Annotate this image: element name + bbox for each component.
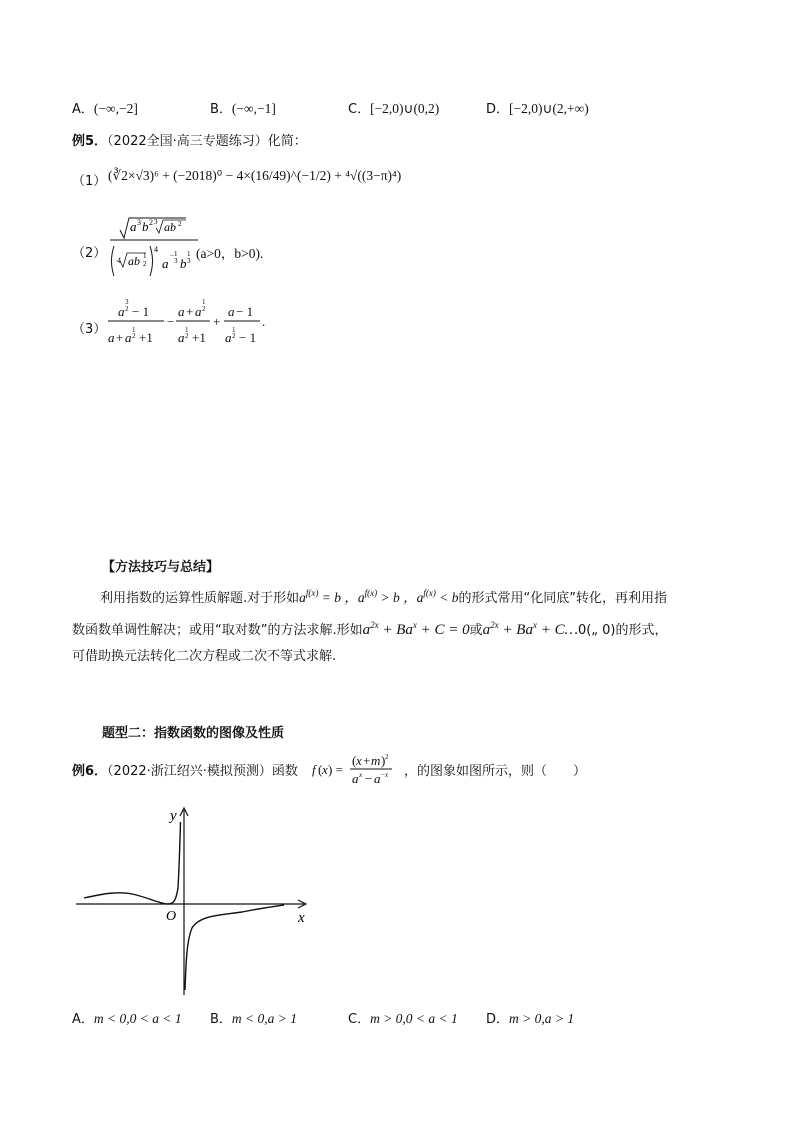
svg-text:f: f [312, 762, 316, 777]
method-expr2: $a^{2x} + Ba^x + C = 0$ [362, 620, 470, 638]
q4-option-a-label: A． [72, 102, 94, 117]
svg-text:b: b [142, 219, 149, 234]
svg-text:(: ( [318, 762, 323, 777]
svg-text:4: 4 [154, 245, 158, 254]
svg-text:x: x [359, 771, 363, 779]
ex5-item2-condition: (a>0，b>0). [196, 246, 264, 261]
origin-label: O [166, 909, 177, 924]
graph-left-branch [84, 822, 181, 904]
q6-option-c-value: m > 0,0 < a < 1 [370, 1011, 458, 1026]
svg-text:−: − [365, 771, 373, 786]
svg-text:a: a [162, 256, 169, 271]
svg-text:x: x [385, 771, 389, 779]
function-graph [72, 800, 322, 1004]
q4-option-c-label: C． [348, 102, 371, 117]
svg-text:− 1: − 1 [132, 304, 150, 319]
svg-text:ab: ab [128, 254, 140, 268]
section2-title: 题型二：指数函数的图像及性质 [102, 726, 285, 741]
svg-text:a: a [195, 304, 202, 319]
ex6-function-svg [312, 752, 402, 788]
svg-text:.: . [262, 314, 266, 329]
svg-text:3: 3 [154, 218, 158, 226]
q6-option-b [210, 1008, 297, 1027]
q4-option-c [348, 98, 439, 117]
q6-option-c-label: C． [348, 1012, 371, 1027]
ex6-function [312, 752, 402, 792]
svg-text:1: 1 [143, 252, 147, 260]
q6-option-b-value: m < 0,a > 1 [231, 1011, 298, 1026]
q6-option-d-label: D． [486, 1012, 510, 1027]
ex5-label: 例5． [72, 134, 108, 149]
q4-option-a [72, 98, 138, 117]
svg-text:a: a [108, 330, 115, 345]
svg-text:−: − [167, 314, 175, 329]
svg-text:2: 2 [149, 218, 153, 227]
function-graph-svg [72, 800, 322, 1000]
svg-text:1: 1 [202, 298, 206, 306]
ex6-tail: ，的图象如图所示，则（ ） [404, 764, 587, 779]
ex6-label: 例6． [72, 764, 108, 779]
q4-option-b-value: (−∞,−1] [231, 101, 276, 116]
method-title: 【方法技巧与总结】 [102, 560, 220, 575]
graph-right-branch [185, 905, 284, 990]
q6-option-c [348, 1008, 458, 1027]
svg-text:− 1: − 1 [236, 304, 254, 319]
svg-text:1: 1 [174, 250, 178, 258]
ex5-item2-no: （2） [72, 246, 107, 261]
ex5-item3-svg [104, 296, 274, 356]
svg-text:2: 2 [178, 220, 182, 228]
svg-text:ab: ab [164, 220, 176, 234]
svg-text:2: 2 [125, 305, 129, 313]
ex5-source: （2022全国·高三专题练习）化简： [107, 134, 307, 149]
svg-text:x: x [356, 753, 362, 768]
svg-text:2: 2 [202, 305, 206, 313]
method-line1-text: 利用指数的运算性质解题.对于形如 [100, 591, 300, 606]
q6-option-d-value: m > 0,a > 1 [509, 1011, 575, 1026]
svg-text:1: 1 [132, 326, 136, 334]
svg-text:b: b [180, 256, 187, 271]
q4-option-d-value: [−2,0)∪(2,+∞) [509, 101, 589, 116]
svg-text:3: 3 [125, 298, 129, 306]
q4-option-a-value: (−∞,−2] [93, 101, 138, 116]
method-line1-mid: 的形式常用“化同底”转化，再利用指 [458, 591, 667, 606]
method-line2-or: 或 [469, 623, 483, 638]
svg-text:a: a [178, 304, 185, 319]
q4-option-b-label: B． [210, 102, 232, 117]
q4-option-c-value: [−2,0)∪(0,2) [370, 101, 440, 116]
svg-text:): ) [381, 753, 386, 768]
svg-text:3: 3 [137, 218, 141, 227]
ex5-item3-expr [104, 296, 274, 360]
svg-text:a: a [228, 304, 235, 319]
svg-text:a: a [125, 330, 132, 345]
q6-option-a-label: A． [72, 1012, 94, 1027]
q6-option-b-label: B． [210, 1012, 232, 1027]
svg-text:x: x [322, 762, 328, 777]
svg-text:+: + [363, 753, 371, 768]
svg-text:a: a [118, 304, 125, 319]
method-line1 [100, 580, 667, 612]
svg-text:−: − [170, 252, 174, 260]
q6-option-a-value: m < 0,0 < a < 1 [93, 1011, 182, 1026]
method-expr1: $a^{f(x)} = b$ ，$a^{f(x)} > b$ ，$a^{f(x)} < b$ [299, 588, 459, 605]
method-line3: 可借助换元法转化二次方程或二次不等式求解. [72, 649, 337, 664]
svg-text:+1: +1 [192, 330, 206, 345]
method-line2-text: 数函数单调性解决；或用“取对数”的方法求解.形如 [72, 623, 363, 638]
x-axis-label: x [298, 910, 305, 926]
svg-text:a: a [374, 771, 381, 786]
method-expr3: $a^{2x} + Ba^x$ + C… [482, 620, 578, 638]
svg-text:a: a [225, 330, 232, 345]
ex5-item1-expr: (∛2×√3)⁶ + (−2018)⁰ − 4×(16/49)^(−1/2) + ⁴√((3−π)⁴) [108, 168, 402, 183]
svg-text:+: + [116, 330, 124, 345]
q6-option-a [72, 1008, 182, 1027]
method-line2 [72, 612, 668, 644]
ex5-header [72, 130, 307, 149]
svg-text:2: 2 [143, 260, 147, 268]
svg-text:−: − [381, 771, 385, 779]
svg-text:1: 1 [232, 326, 236, 334]
svg-text:1: 1 [185, 326, 189, 334]
svg-text:a: a [130, 219, 137, 234]
svg-text:− 1: − 1 [239, 330, 257, 345]
method-line2-end: 0(„ 0)的形式， [577, 623, 668, 638]
q6-option-d [486, 1008, 574, 1027]
svg-text:a: a [352, 771, 359, 786]
svg-text:2: 2 [385, 753, 389, 761]
ex5-item1-no: （1） [72, 174, 107, 189]
q4-option-d-label: D． [486, 102, 510, 117]
y-axis-label: y [170, 808, 177, 824]
svg-text:(: ( [352, 753, 357, 768]
q4-option-b [210, 98, 276, 117]
svg-text:+: + [213, 314, 221, 329]
svg-text:2: 2 [185, 332, 189, 340]
ex5-item3-no: （3） [72, 322, 107, 337]
svg-text:2: 2 [132, 332, 136, 340]
svg-text:) =: ) = [328, 762, 343, 777]
svg-text:+1: +1 [139, 330, 153, 345]
svg-text:3: 3 [174, 257, 178, 265]
q4-option-d [486, 98, 589, 117]
svg-text:4: 4 [117, 256, 121, 265]
svg-text:m: m [371, 753, 381, 768]
svg-text:+: + [186, 304, 194, 319]
ex6-header [72, 760, 298, 779]
svg-text:a: a [178, 330, 185, 345]
ex6-source: （2022·浙江绍兴·模拟预测）函数 [107, 764, 298, 779]
svg-text:3: 3 [187, 257, 191, 265]
svg-text:1: 1 [187, 250, 191, 258]
svg-text:2: 2 [232, 332, 236, 340]
